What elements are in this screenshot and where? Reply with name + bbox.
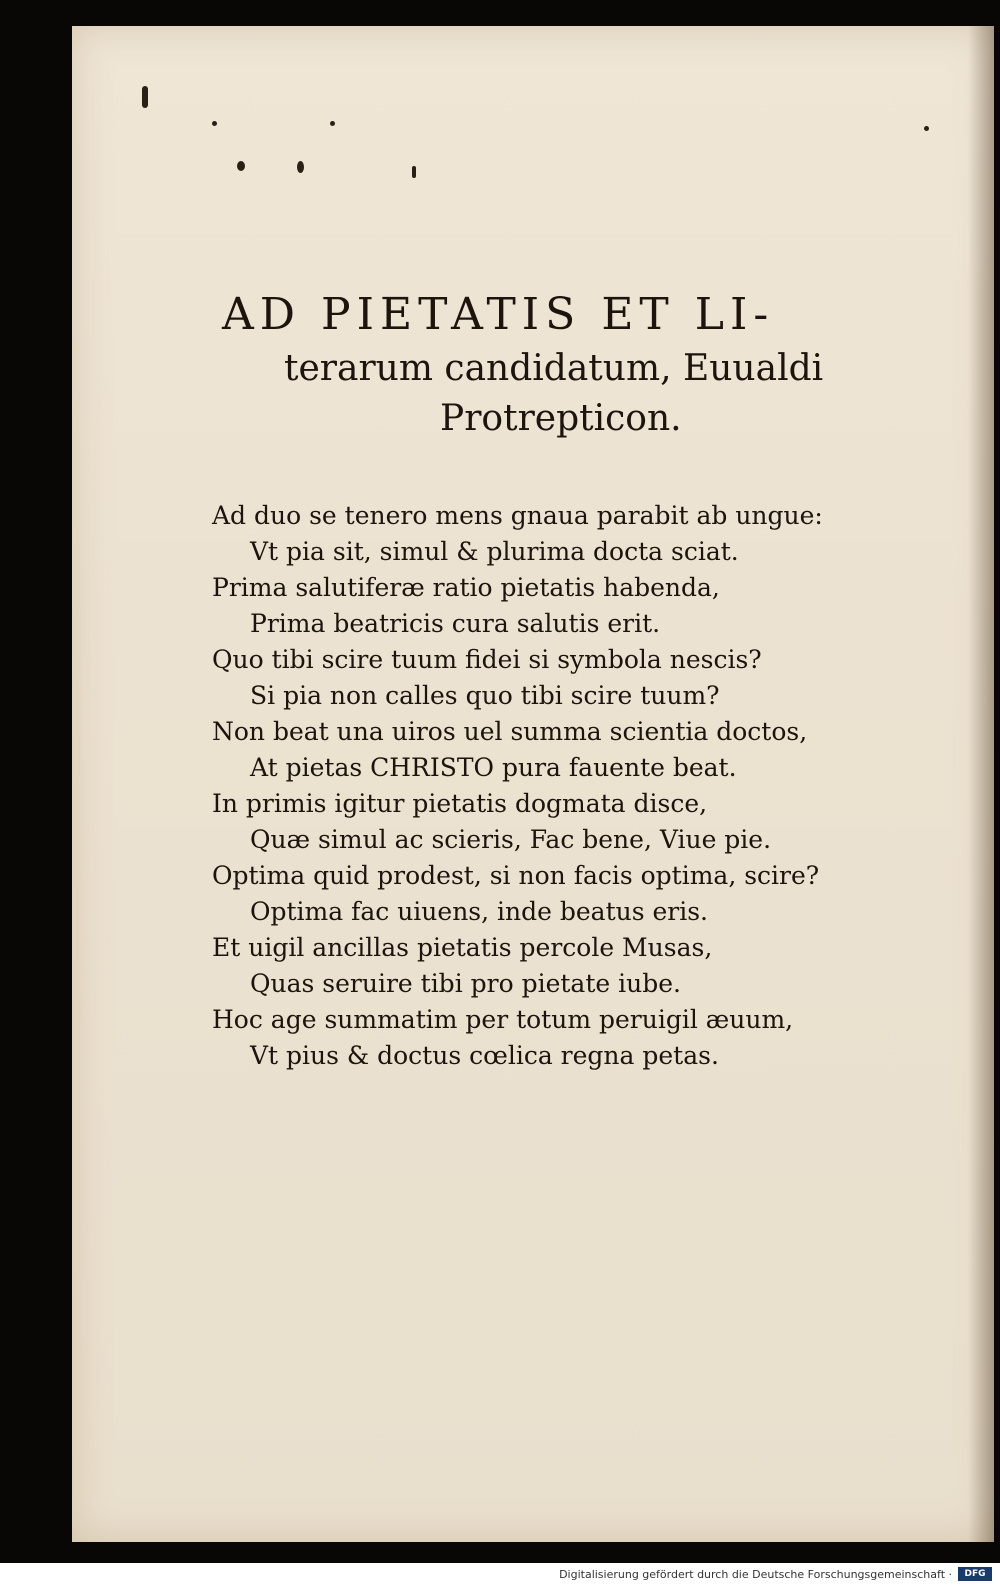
poem-verse: At pietas CHRISTO pura fauente beat. bbox=[250, 753, 737, 782]
ink-speck bbox=[237, 161, 245, 171]
poem-body bbox=[212, 498, 972, 1074]
poem-verse: Vt pia sit, simul & plurima docta sciat. bbox=[250, 537, 739, 566]
funding-credit: Digitalisierung gefördert durch die Deutsche Forschungsgemeinschaft · bbox=[559, 1568, 952, 1581]
poem-verse: Non beat una uiros uel summa scientia doctos, bbox=[212, 717, 808, 746]
ink-speck bbox=[142, 86, 148, 108]
ink-speck bbox=[412, 166, 416, 178]
poem-verse: Quas seruire tibi pro pietate iube. bbox=[250, 969, 681, 998]
ink-speck bbox=[297, 161, 304, 173]
footer-bar bbox=[0, 1563, 1000, 1585]
poem-verse: Si pia non calles quo tibi scire tuum? bbox=[250, 681, 720, 710]
poem-verse: Prima beatricis cura salutis erit. bbox=[250, 609, 661, 638]
poem-verse: Vt pius & doctus cœlica regna petas. bbox=[250, 1041, 719, 1070]
ink-speck bbox=[330, 121, 335, 126]
poem-verse: Et uigil ancillas pietatis percole Musas, bbox=[212, 933, 713, 962]
poem-verse: Prima salutiferæ ratio pietatis habenda, bbox=[212, 573, 720, 602]
poem-verse: Quæ simul ac scieris, Fac bene, Viue pie. bbox=[250, 825, 772, 854]
poem-verse: Optima quid prodest, si non facis optima, scire? bbox=[212, 861, 820, 890]
poem-verse: Quo tibi scire tuum fidei si symbola nescis? bbox=[212, 645, 762, 674]
title-line-2: terarum candidatum, Euualdi bbox=[284, 348, 824, 389]
poem-verse: In primis igitur pietatis dogmata disce, bbox=[212, 789, 708, 818]
title-line-1: AD PIETATIS ET LI- bbox=[222, 289, 775, 340]
title-block bbox=[222, 286, 942, 444]
poem-verse: Optima fac uiuens, inde beatus eris. bbox=[250, 897, 709, 926]
poem-verse: Hoc age summatim per totum peruigil æuum, bbox=[212, 1005, 794, 1034]
ink-speck bbox=[212, 121, 217, 126]
ink-speck bbox=[924, 126, 929, 131]
dfg-logo-icon: DFG bbox=[958, 1567, 992, 1581]
title-line-3: Protrepticon. bbox=[440, 398, 682, 439]
poem-verse: Ad duo se tenero mens gnaua parabit ab ungue: bbox=[212, 501, 823, 530]
scanned-page bbox=[72, 26, 994, 1542]
